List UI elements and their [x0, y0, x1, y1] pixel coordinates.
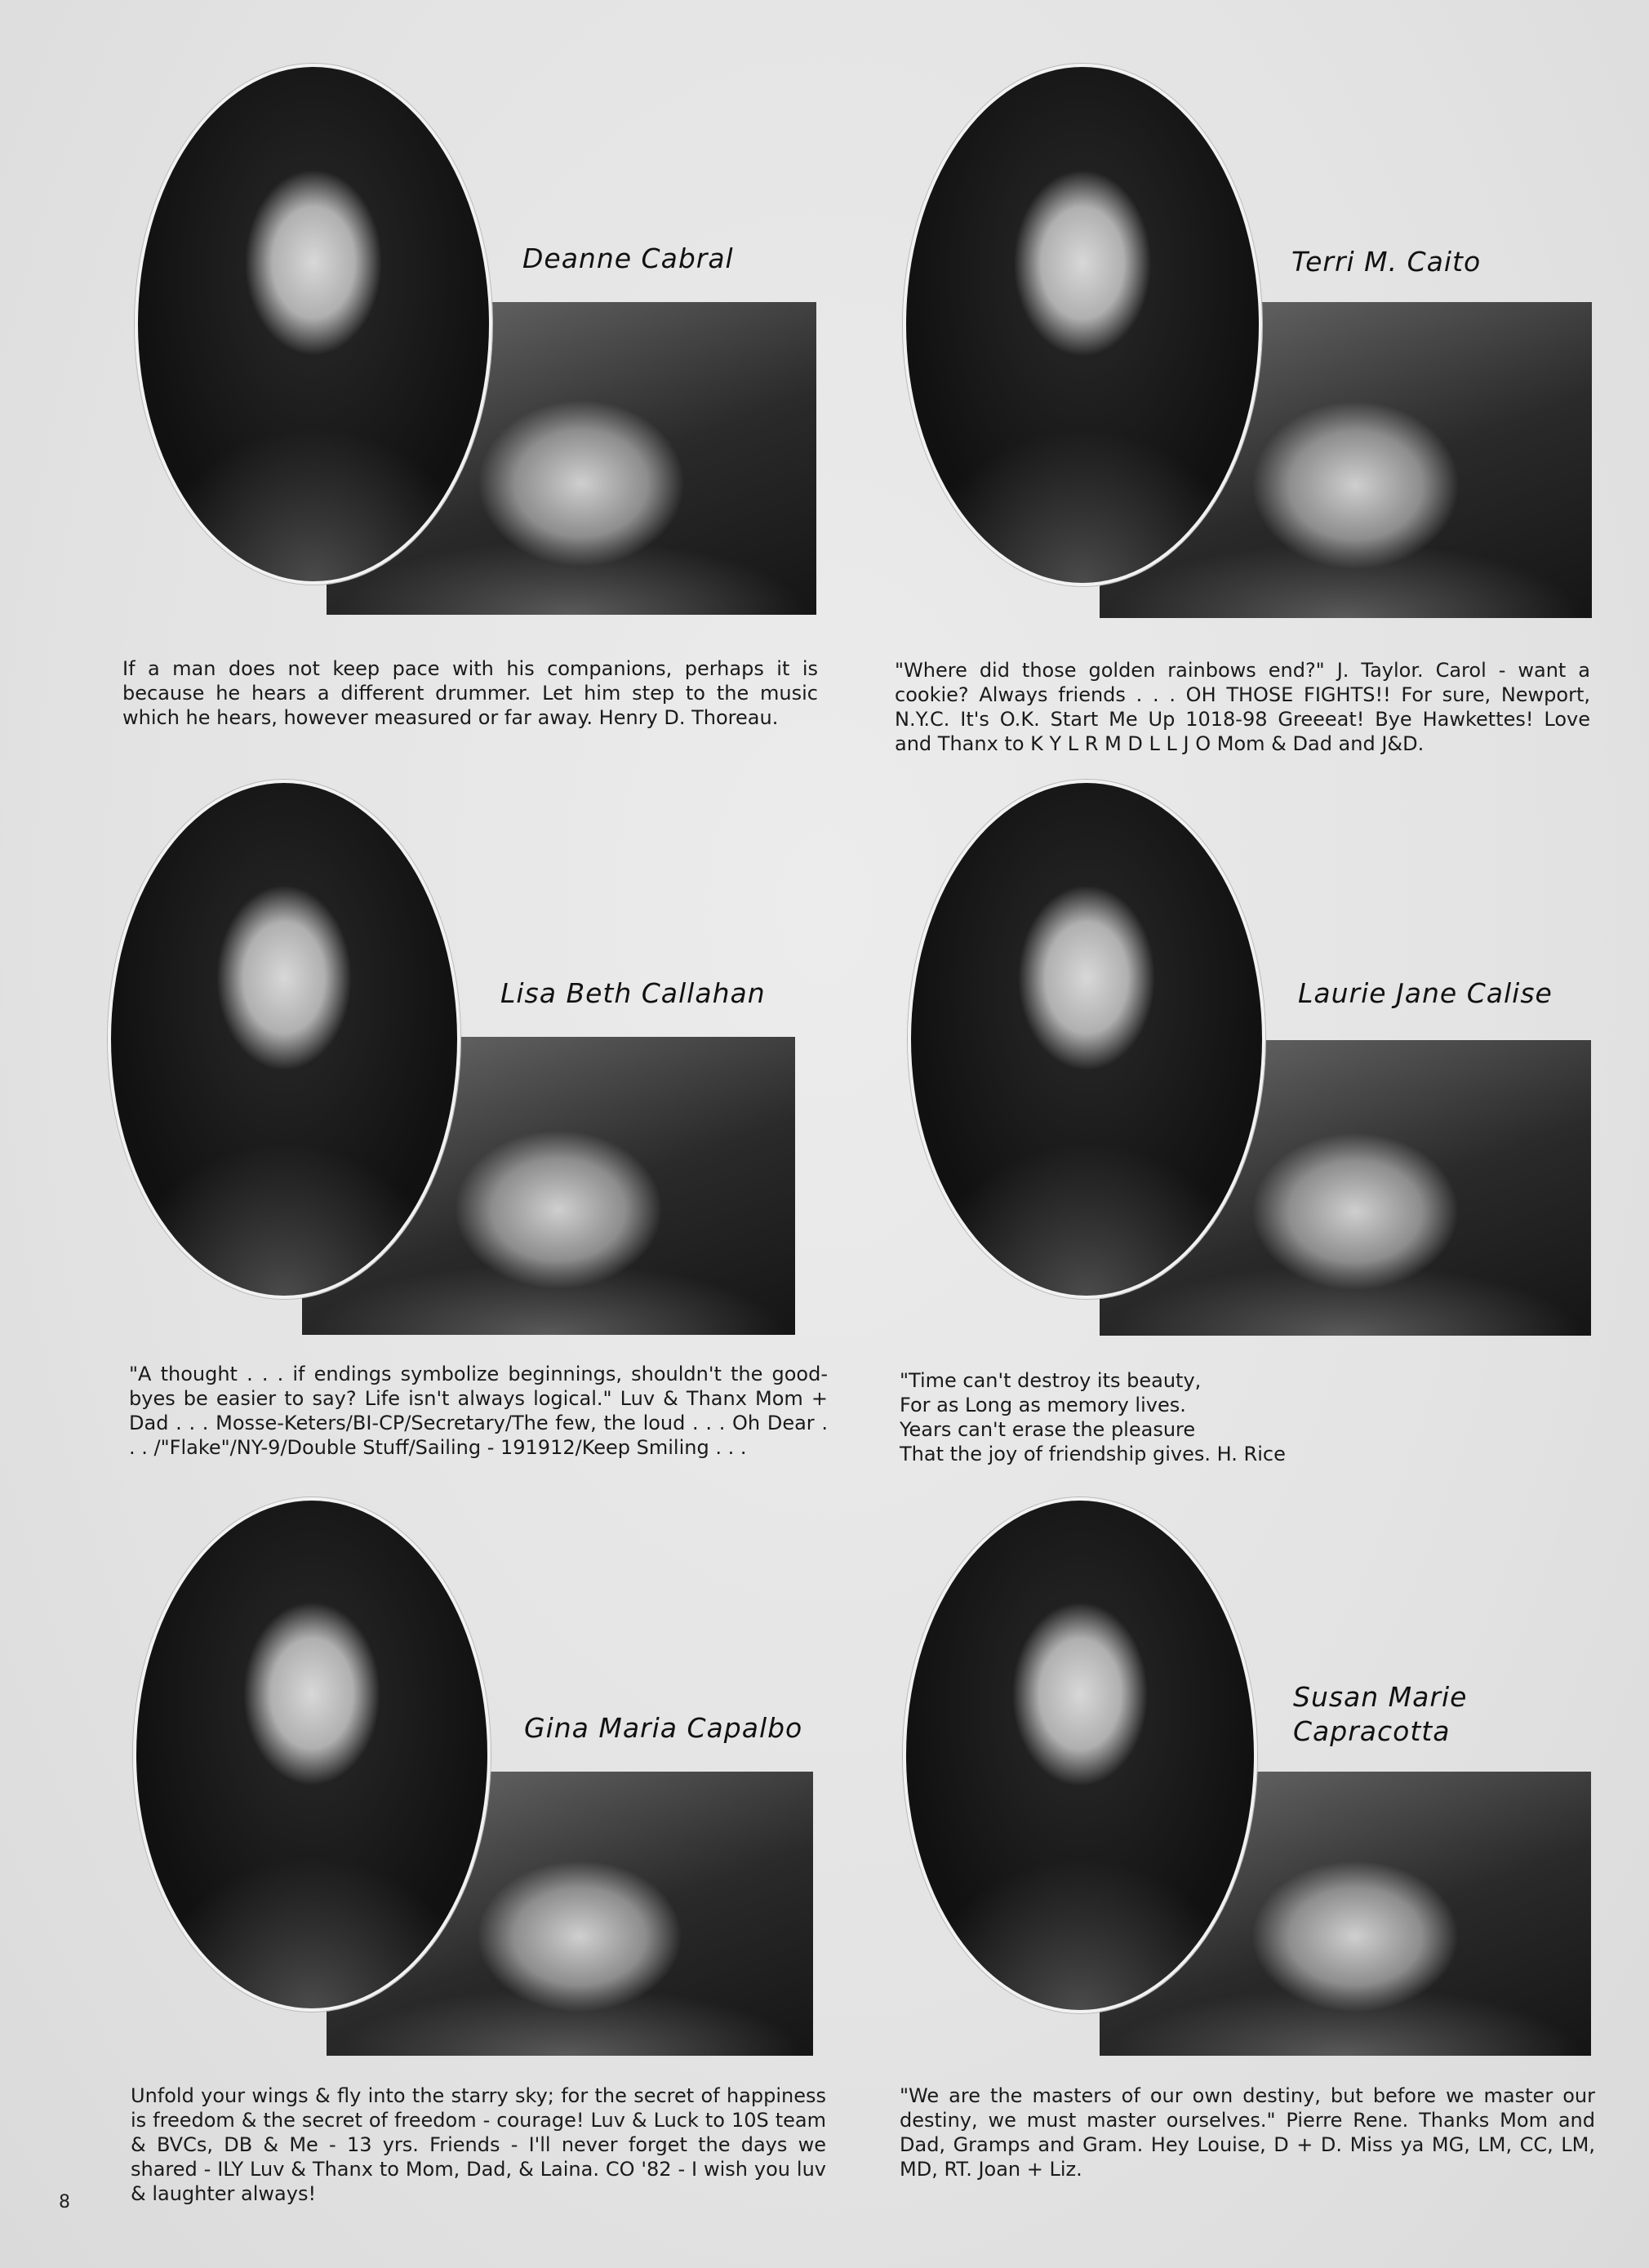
senior-quote-lisa-callahan: "A thought . . . if endings symbolize beginnings, shouldn't the good-byes be easier to say? Life isn't always logical." Luv & Thanx Mom + Dad . . . Mosse-Keters/BI-CP/Secretary/The few, the loud . . . Oh Dear . . . /"Flake"/NY-9/Double Stuff/Sailing - 191912/Keep Smiling . . .	[129, 1363, 828, 1459]
student-name-deanne-cabral: Deanne Cabral	[522, 242, 734, 274]
student-name-gina-capalbo: Gina Maria Capalbo	[524, 1712, 803, 1744]
senior-quote-deanne-cabral: If a man does not keep pace with his companions, perhaps it is because he hears a different drummer. Let him step to the music which he hears, however measured or far away. Henry D. Thoreau.	[122, 657, 818, 729]
portrait-oval-lisa-callahan	[108, 780, 460, 1299]
student-name-laurie-calise: Laurie Jane Calise	[1298, 977, 1553, 1009]
portrait-oval-laurie-calise	[908, 780, 1265, 1299]
senior-quote-gina-capalbo: Unfold your wings & fly into the starry sky; for the secret of happiness is freedom & the secret of freedom - courage! Luv & Luck to 10S team & BVCs, DB & Me - 13 yrs. Friends - I'll never forget the days we shared - ILY Luv & Thanx to Mom, Dad, & Laina. CO '82 - I wish you luv & laughter always!	[131, 2084, 826, 2205]
student-name-susan-capracotta: Susan Marie Capracotta	[1293, 1681, 1468, 1747]
portrait-oval-gina-capalbo	[133, 1497, 491, 2012]
portrait-oval-susan-capracotta	[903, 1497, 1257, 2013]
senior-quote-susan-capracotta: "We are the masters of our own destiny, but before we master our destiny, we must master ourselves." Pierre Rene. Thanks Mom and Dad, Gramps and Gram. Hey Louise, D + D. Miss ya MG, LM, CC, LM, MD, RT. Joan + Liz.	[900, 2084, 1595, 2181]
portrait-oval-deanne-cabral	[135, 64, 492, 585]
student-name-terri-caito: Terri M. Caito	[1291, 246, 1482, 278]
senior-quote-terri-caito: "Where did those golden rainbows end?" J. Taylor. Carol - want a cookie? Always friends . . . OH THOSE FIGHTS!! For sure, Newport, N.Y.C. It's O.K. Start Me Up 1018-98 Greeeat! Bye Hawkettes! Love and Thanx to K Y L R M D L L J O Mom & Dad and J&D.	[895, 659, 1590, 755]
senior-quote-laurie-calise: "Time can't destroy its beauty, For as Long as memory lives. Years can't erase the pleasure That the joy of friendship gives. H. Rice	[900, 1369, 1286, 1465]
portrait-oval-terri-caito	[903, 64, 1262, 586]
student-name-lisa-callahan: Lisa Beth Callahan	[500, 977, 766, 1009]
page-number: 8	[59, 2192, 70, 2212]
